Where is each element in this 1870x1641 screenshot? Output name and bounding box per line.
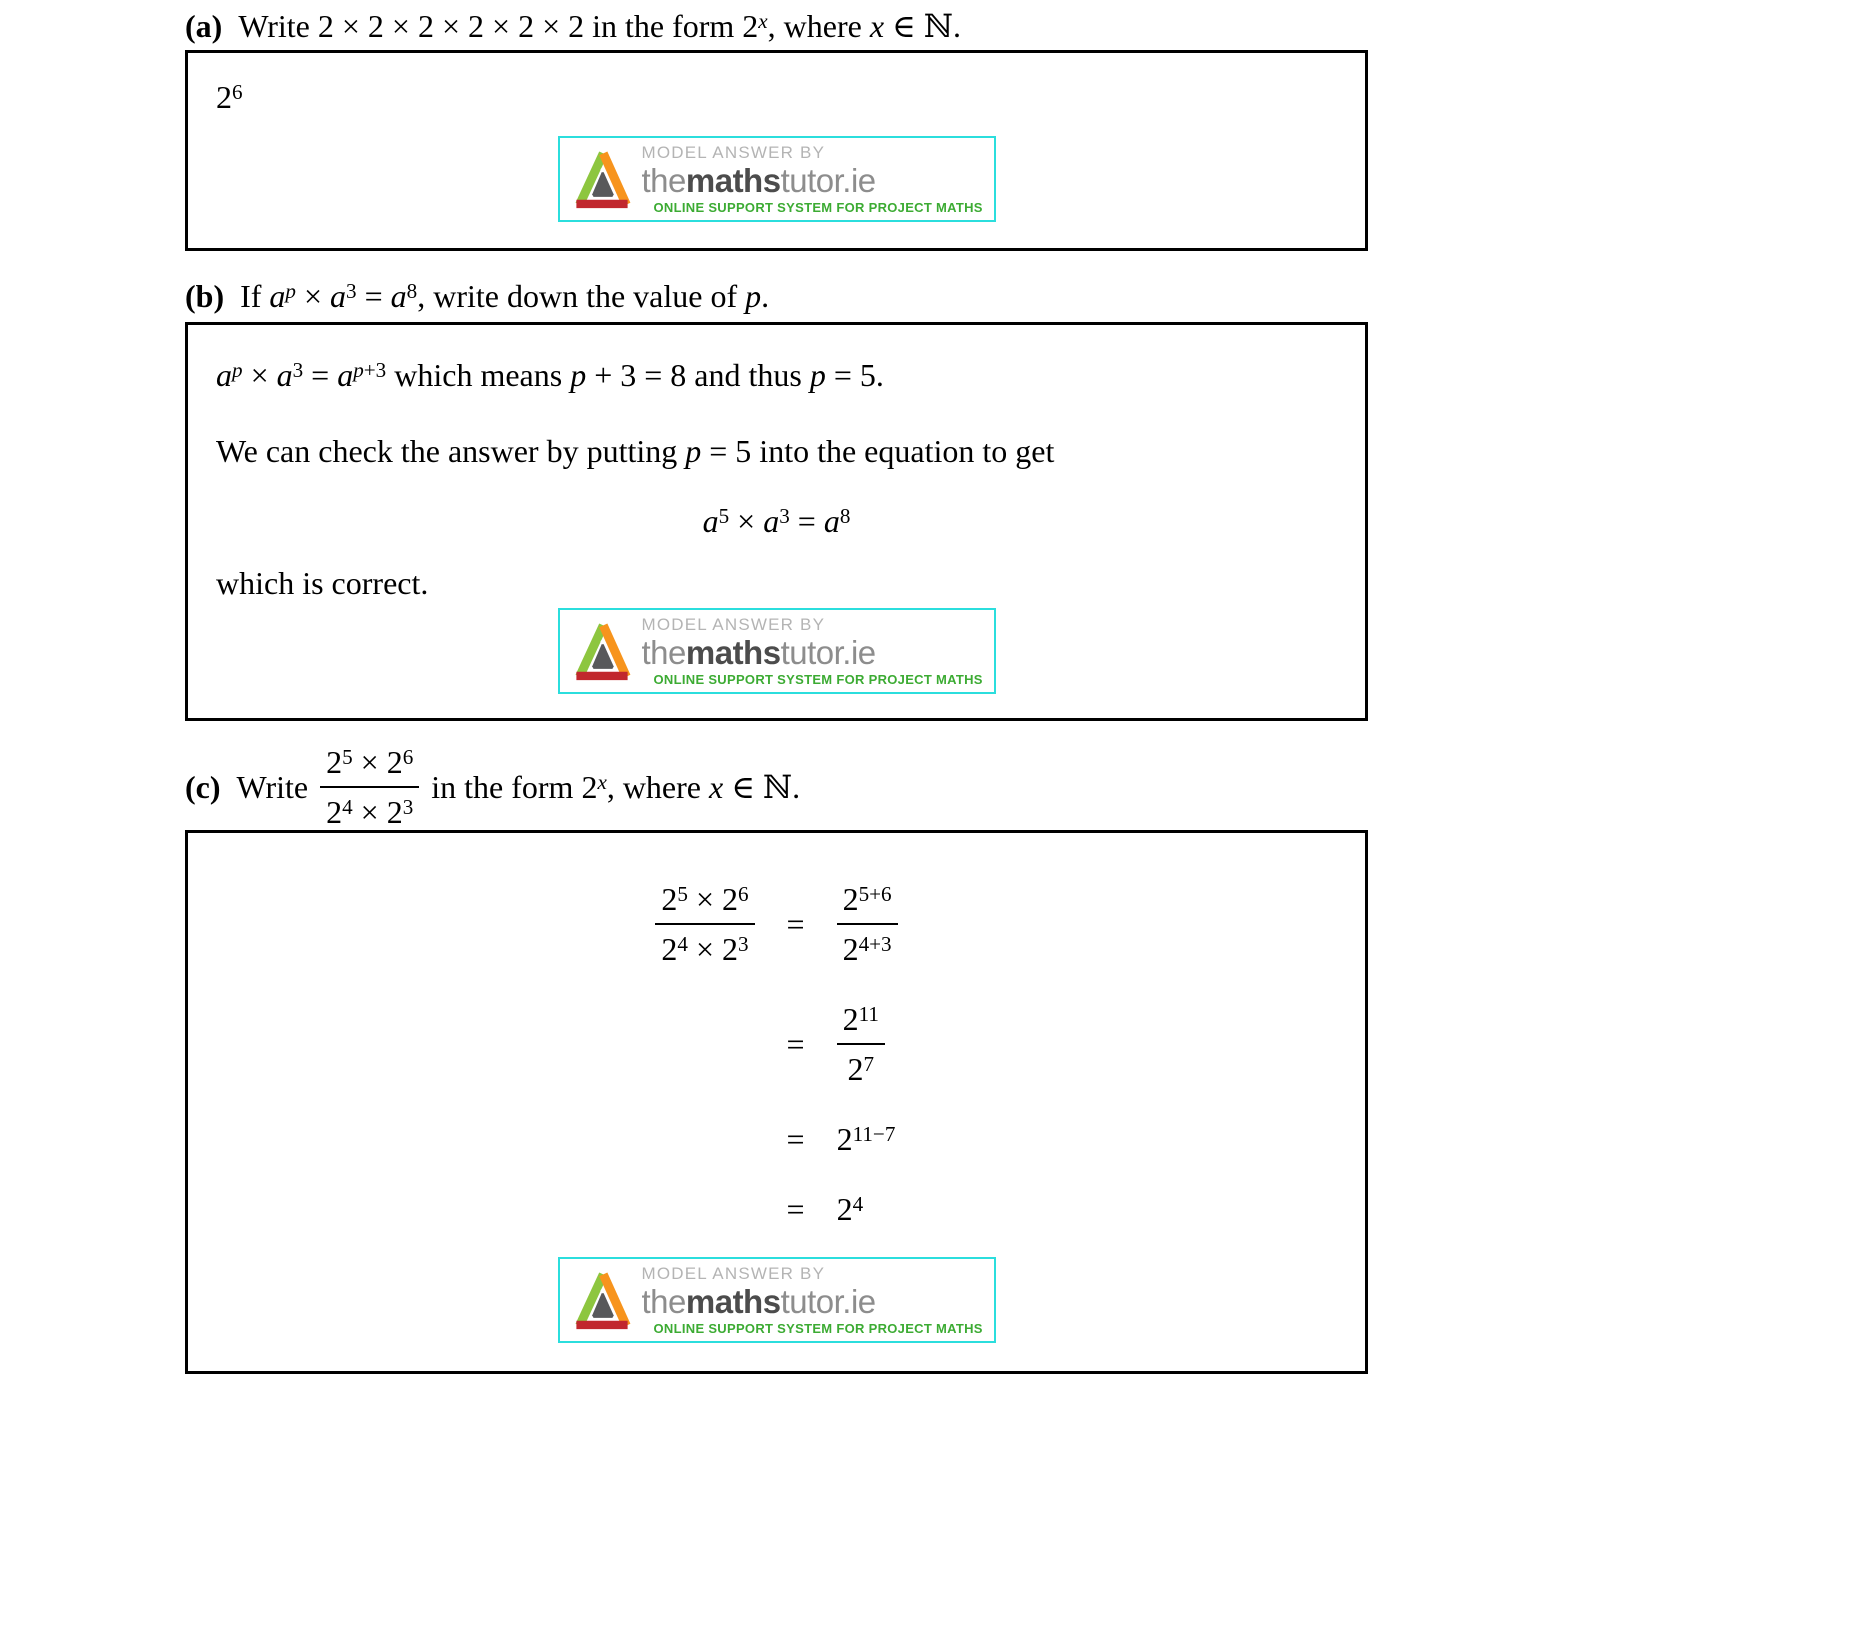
mathstutor-logo <box>558 608 996 694</box>
logo-brand <box>642 1285 876 1318</box>
equals-sign: = <box>786 1026 805 1062</box>
logo-model-answer-by: MODEL ANSWER BY <box>641 1264 826 1283</box>
logo-brand-tutor-ie: tutor.ie <box>780 162 876 199</box>
b-conclusion-line: which is correct. <box>216 565 429 601</box>
logo-tagline: ONLINE SUPPORT SYSTEM FOR PROJECT MATHS <box>653 200 983 215</box>
fraction-numerator: $2^5 \times 2^6$ <box>320 742 419 788</box>
derivation-steps <box>188 879 1365 1229</box>
b-working-line: $a^p \times a^3 = a^{p+3}$ which means p + 3 = 8 and thus p = 5. <box>216 357 884 393</box>
logo-brand-maths: maths <box>685 1283 781 1320</box>
fraction-denominator: $2^4 \times 2^3$ <box>326 794 414 830</box>
fraction-denominator: $2^{4+3}$ <box>842 931 892 967</box>
question-c-prefix: (c) Write <box>185 769 309 805</box>
fraction-numerator: $2^{5+6}$ <box>837 879 898 925</box>
answer-box-a <box>185 50 1368 251</box>
logo-brand <box>642 164 876 197</box>
step-1-rhs-fraction <box>837 879 898 969</box>
logo-brand-the: the <box>641 1283 686 1320</box>
logo-brand-tutor-ie: tutor.ie <box>780 1283 876 1320</box>
answer-box-c <box>185 830 1368 1374</box>
step-2-rhs-fraction <box>837 999 885 1089</box>
mathstutor-triangle-icon <box>570 613 634 689</box>
logo-brand-the: the <box>641 162 686 199</box>
logo-brand-tutor-ie: tutor.ie <box>780 634 876 671</box>
question-c-suffix: in the form 2$^x$, where x ∈ ℕ. <box>431 769 801 805</box>
mathstutor-triangle-icon <box>570 141 634 217</box>
step-3-rhs: $2^{11-7}$ <box>836 1121 896 1157</box>
question-b: (b) If $a^p \times a^3 = a^8$, write down the value of p. <box>185 278 770 314</box>
answer-a-value: $2^6$ <box>216 79 243 115</box>
logo-model-answer-by: MODEL ANSWER BY <box>641 143 826 162</box>
logo-brand <box>642 636 876 669</box>
logo-tagline: ONLINE SUPPORT SYSTEM FOR PROJECT MATHS <box>653 1321 983 1336</box>
equals-sign: = <box>786 1191 805 1227</box>
logo-text <box>642 616 983 686</box>
logo-tagline: ONLINE SUPPORT SYSTEM FOR PROJECT MATHS <box>653 672 983 687</box>
logo-brand-the: the <box>641 634 686 671</box>
logo-brand-maths: maths <box>685 162 781 199</box>
fraction-denominator: $2^4 \times 2^3$ <box>661 931 749 967</box>
logo-text <box>642 144 983 214</box>
fraction-numerator: $2^5 \times 2^6$ <box>655 879 754 925</box>
question-c-fraction <box>320 742 419 832</box>
b-check-equation: $a^5 \times a^3 = a^8$ <box>702 503 851 539</box>
b-check-line: We can check the answer by putting p = 5 into the equation to get <box>216 433 1055 469</box>
mathstutor-triangle-icon <box>570 1262 634 1338</box>
logo-model-answer-by: MODEL ANSWER BY <box>641 615 826 634</box>
mathstutor-logo <box>558 1257 996 1343</box>
mathstutor-logo <box>558 136 996 222</box>
question-c <box>185 742 800 832</box>
question-a: (a) Write 2 × 2 × 2 × 2 × 2 × 2 in the form 2$^x$, where x ∈ ℕ. <box>185 8 961 44</box>
step-1-lhs-fraction <box>655 879 754 969</box>
fraction-denominator: $2^7$ <box>847 1051 875 1087</box>
fraction-numerator: $2^{11}$ <box>837 999 885 1045</box>
answer-box-b <box>185 322 1368 721</box>
logo-text <box>642 1265 983 1335</box>
step-4-rhs: $2^4$ <box>836 1191 864 1227</box>
equals-sign: = <box>786 906 805 942</box>
logo-brand-maths: maths <box>685 634 781 671</box>
equals-sign: = <box>786 1121 805 1157</box>
